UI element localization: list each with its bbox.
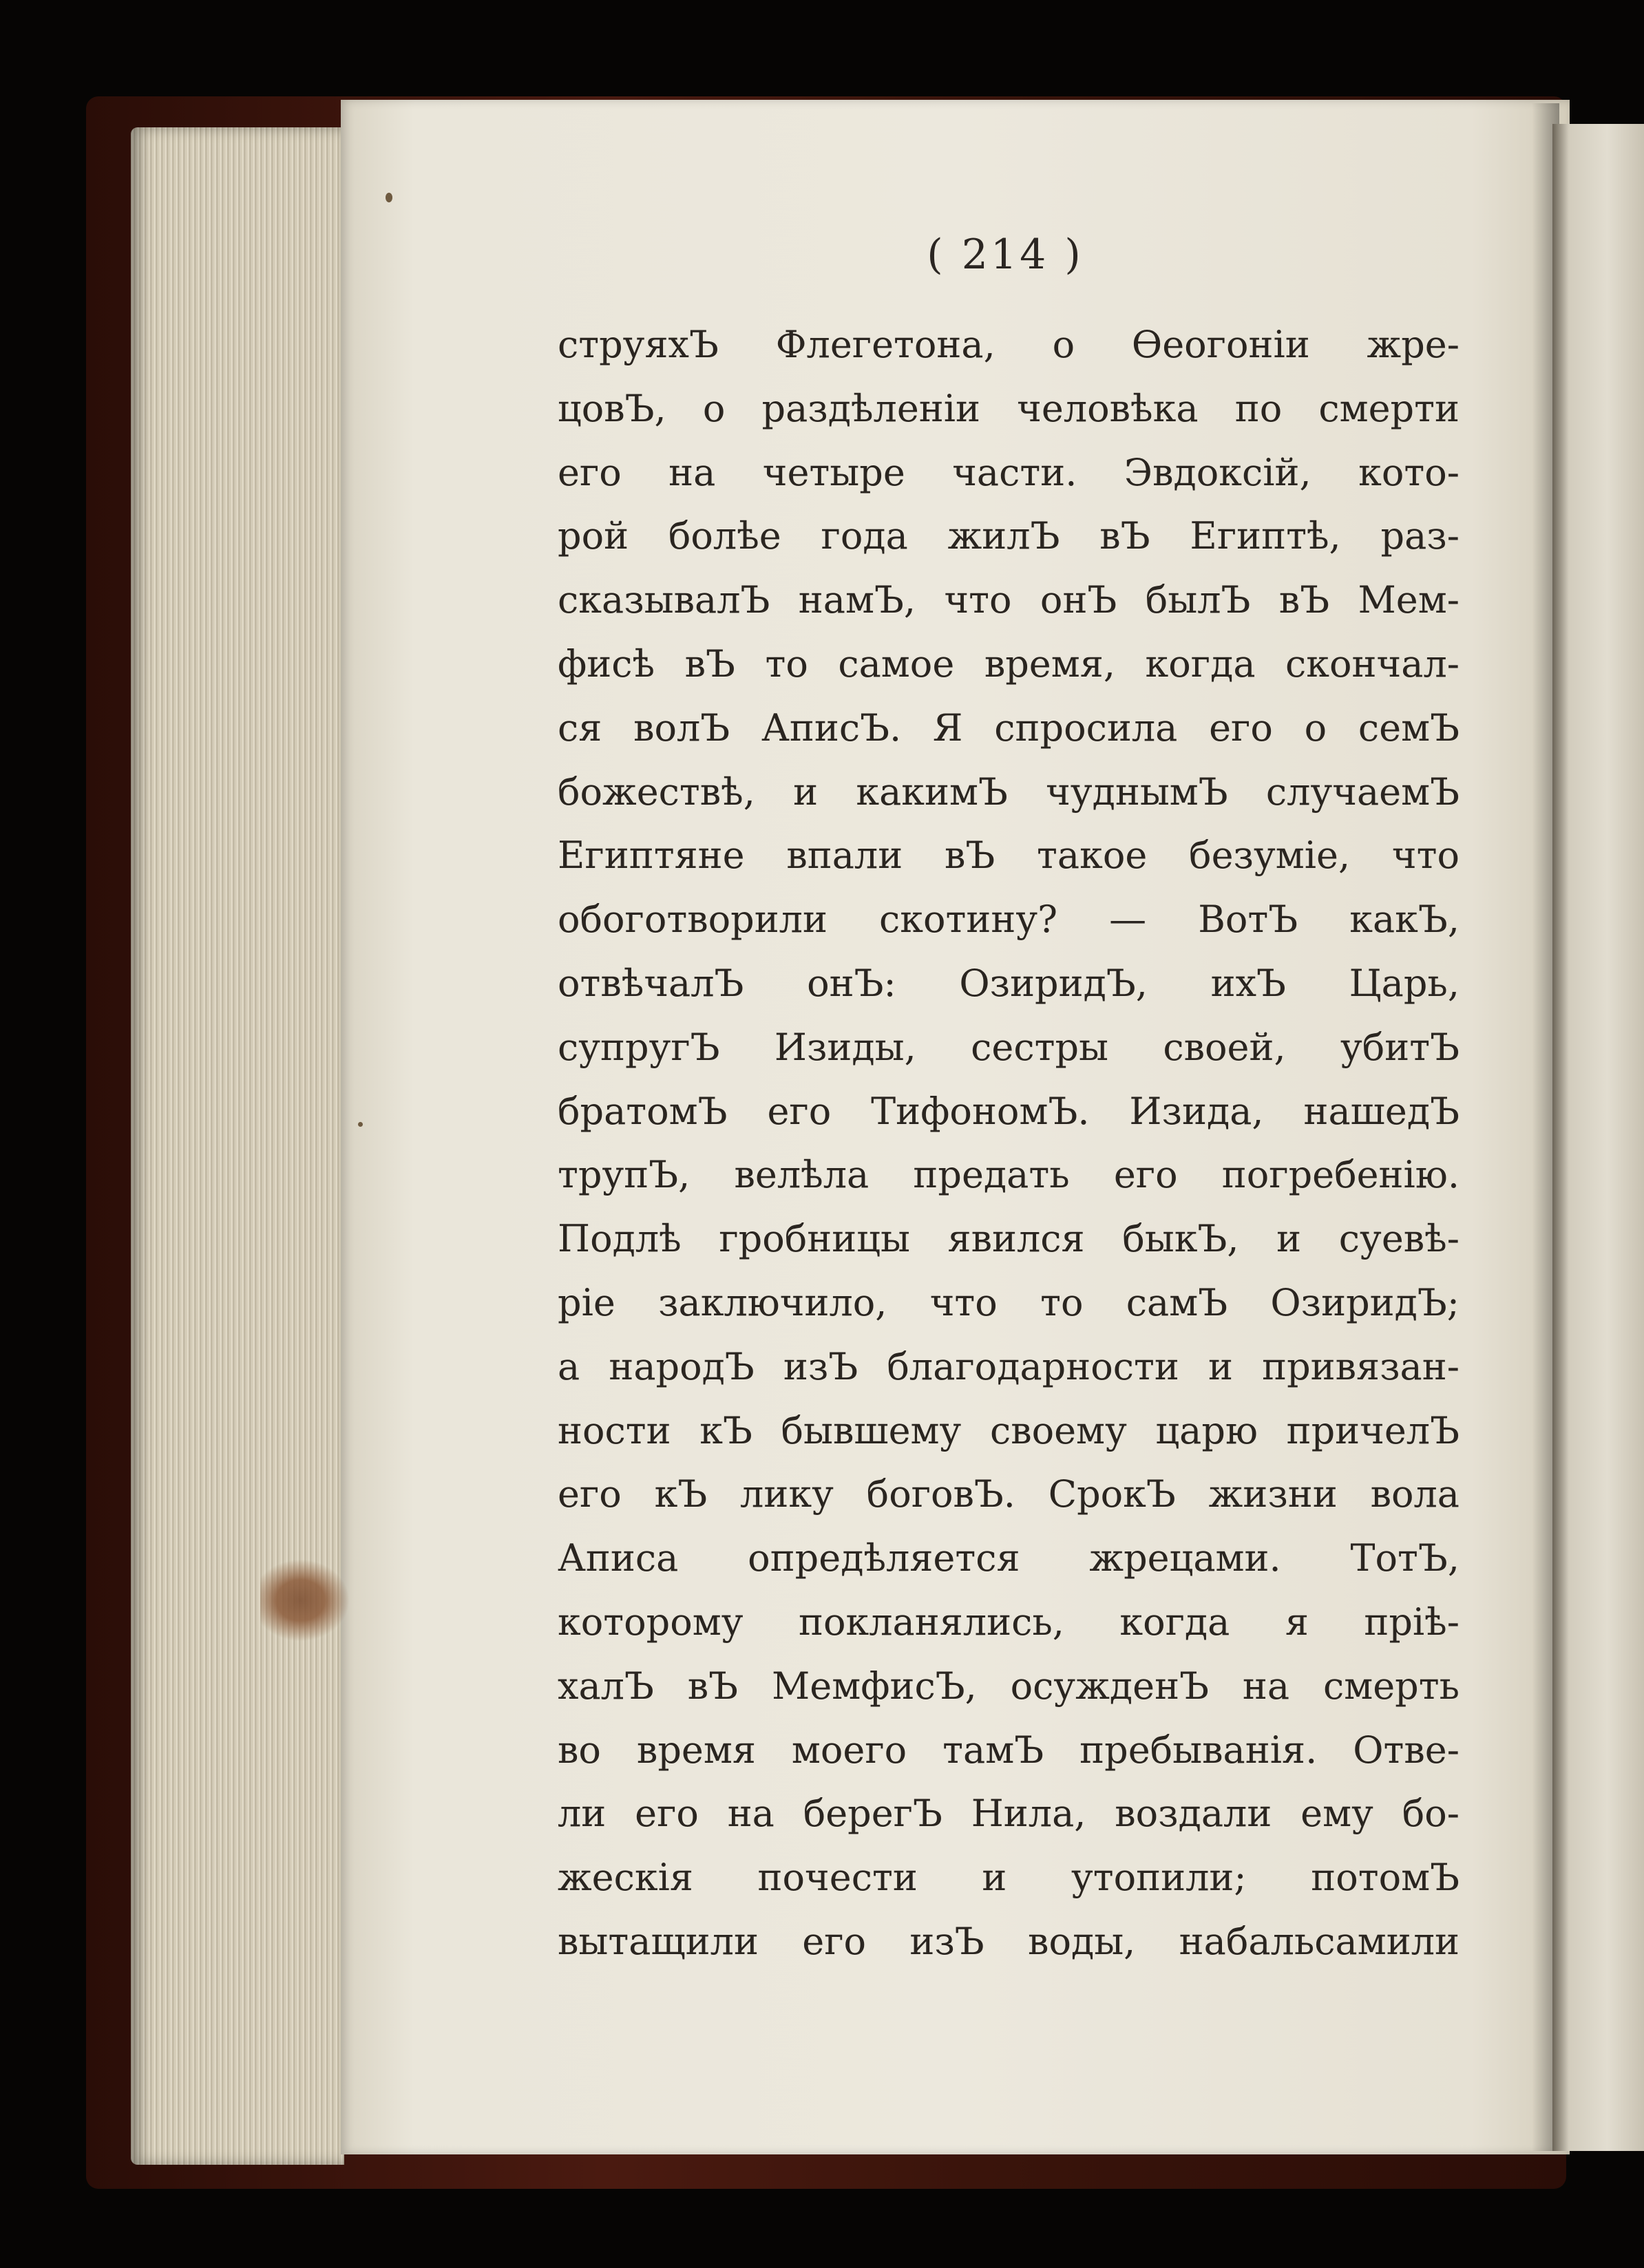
text-line: которому покланялись, когда я пріѣ- (558, 1600, 1459, 1644)
text-line: отвѣчалЪ онЪ: ОзиридЪ, ихЪ Царь, (558, 961, 1459, 1005)
text-line: халЪ вЪ МемфисЪ, осужденЪ на смерть (558, 1664, 1459, 1708)
text-line: супругЪ Изиды, сестры своей, убитЪ (558, 1025, 1459, 1069)
text-line: его на четыре части. Эвдоксій, кото- (558, 450, 1459, 494)
text-line: ли его на берегЪ Нила, воздали ему бо- (558, 1792, 1459, 1836)
text-line: во время моего тамЪ пребыванія. Отве- (558, 1728, 1459, 1772)
page-number: ( 214 ) (927, 231, 1084, 279)
text-line: рой болѣе года жилЪ вЪ Египтѣ, раз- (558, 514, 1459, 558)
text-line: Подлѣ гробницы явился быкЪ, и суевѣ- (558, 1217, 1459, 1261)
speck-mark (358, 1122, 363, 1127)
text-line: жескія почести и утопили; потомЪ (558, 1856, 1459, 1900)
text-line: струяхЪ Флегетона, о Ѳеогоніи жре- (558, 323, 1459, 366)
text-line: его кЪ лику боговЪ. СрокЪ жизни вола (558, 1472, 1459, 1516)
text-line: братомЪ его ТифономЪ. Изида, нашедЪ (558, 1089, 1459, 1133)
stain-mark (260, 1559, 350, 1642)
text-line: ся волЪ АписЪ. Я спросила его о семЪ (558, 706, 1459, 750)
text-line: вытащили его изЪ воды, набальсамили (558, 1919, 1459, 1963)
text-line: Аписа опредѣляется жрецами. ТотЪ, (558, 1536, 1459, 1580)
facing-page-edge (1552, 124, 1644, 2151)
text-line: обоготворили скотину? — ВотЪ какЪ, (558, 898, 1459, 942)
text-line: божествѣ, и какимЪ чуднымЪ случаемЪ (558, 770, 1459, 814)
text-line: цовЪ, о раздѣленіи человѣка по смерти (558, 386, 1459, 430)
text-line: трупЪ, велѣла предать его погребенію. (558, 1153, 1459, 1197)
text-line: фисѣ вЪ то самое время, когда скончал- (558, 642, 1459, 686)
text-line: сказывалЪ намЪ, что онЪ былЪ вЪ Мем- (558, 578, 1459, 622)
page-edges (131, 127, 344, 2165)
text-line: ріе заключило, что то самЪ ОзиридЪ; (558, 1280, 1459, 1324)
speck-mark (386, 193, 392, 202)
text-line: а народЪ изЪ благодарности и привязан- (558, 1344, 1459, 1388)
text-line: ности кЪ бывшему своему царю причелЪ (558, 1408, 1459, 1452)
text-line: Египтяне впали вЪ такое безуміе, что (558, 834, 1459, 878)
text-block (558, 313, 1459, 1974)
